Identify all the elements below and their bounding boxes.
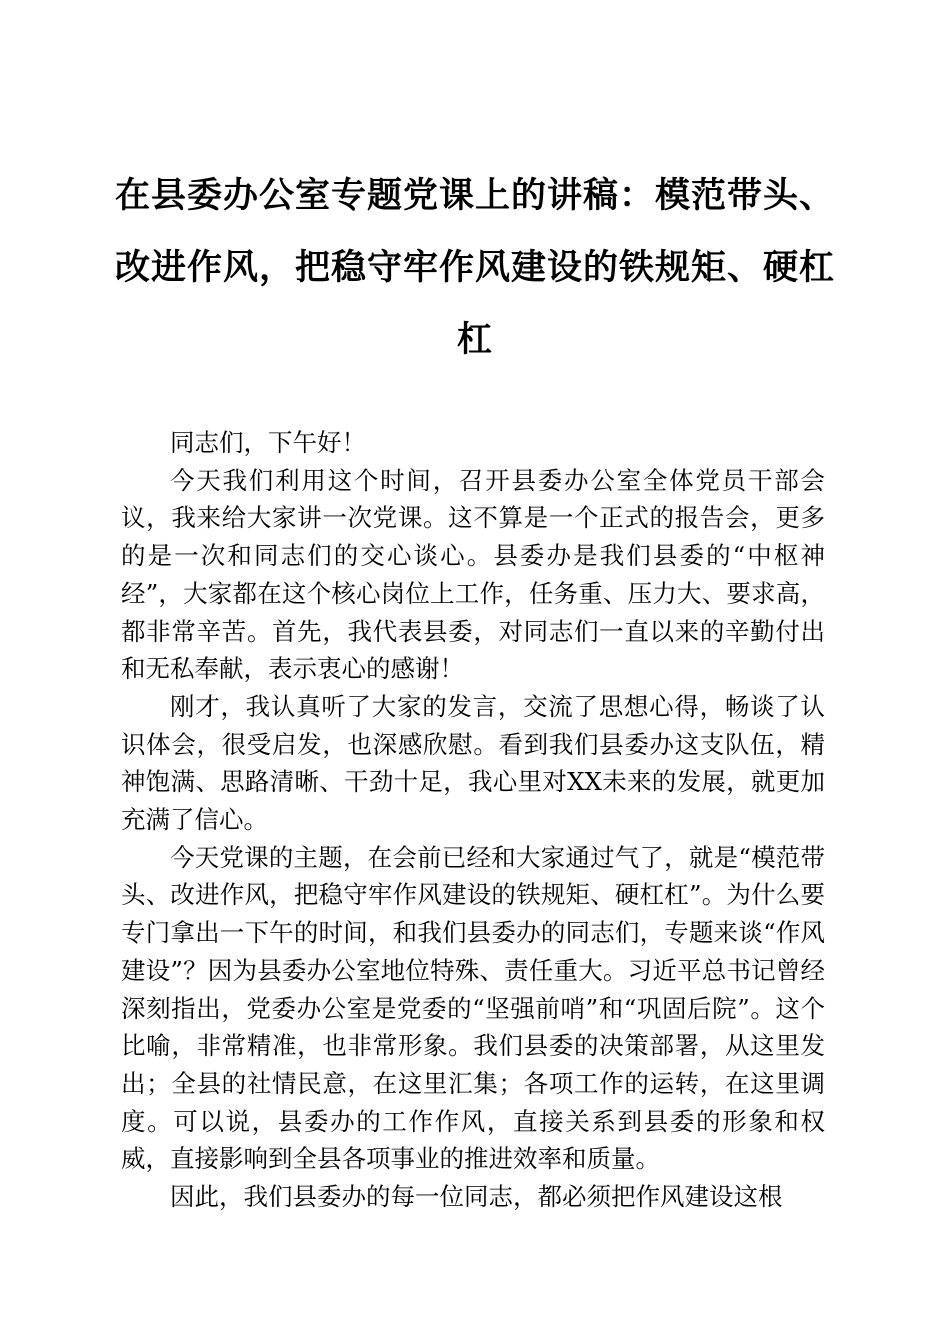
paragraph-conclusion: 因此，我们县委办的每一位同志，都必须把作风建设这根 (170, 1182, 783, 1212)
document-body (121, 424, 825, 1216)
document-title: 在县委办公室专题党课上的讲稿：模范带头、改进作风，把稳守牢作风建设的铁规矩、硬杠杠 (114, 175, 835, 360)
paragraph-feedback: 刚才，我认真听了大家的发言，交流了思想心得，畅谈了认识体会，很受启发，也深感欣慰。看到我们县委办这支队伍，精神饱满、思路清晰、干劲十足，我心里对XX未来的发展，就更加充满了信心。 (121, 691, 825, 835)
paragraph-theme: 今天党课的主题，在会前已经和大家通过气了，就是“模范带头、改进作风，把稳守牢作风建设的铁规矩、硬杠杠”。为什么要专门拿出一下午的时间，和我们县委办的同志们，专题来谈“作风建设”？因为县委办公室地位特殊、责任重大。习近平总书记曾经深刻指出，党委办公室是党委的“坚强前哨”和“巩固后院”。这个比喻，非常精准，也非常形象。我们县委的决策部署，从这里发出；全县的社情民意，在这里汇集；各项工作的运转，在这里调度。可以说，县委办的工作作风，直接关系到县委的形象和权威，直接影响到全县各项事业的推进效率和质量。 (121, 842, 825, 1174)
paragraph-opening: 今天我们利用这个时间，召开县委办公室全体党员干部会议，我来给大家讲一次党课。这不算是一个正式的报告会，更多的是一次和同志们的交心谈心。县委办是我们县委的“中枢神经”，大家都在这个核心岗位上工作，任务重、压力大、要求高，都非常辛苦。首先，我代表县委，对同志们一直以来的辛勤付出和无私奉献，表示衷心的感谢！ (121, 465, 825, 684)
paragraph-greeting: 同志们，下午好！ (170, 428, 366, 457)
